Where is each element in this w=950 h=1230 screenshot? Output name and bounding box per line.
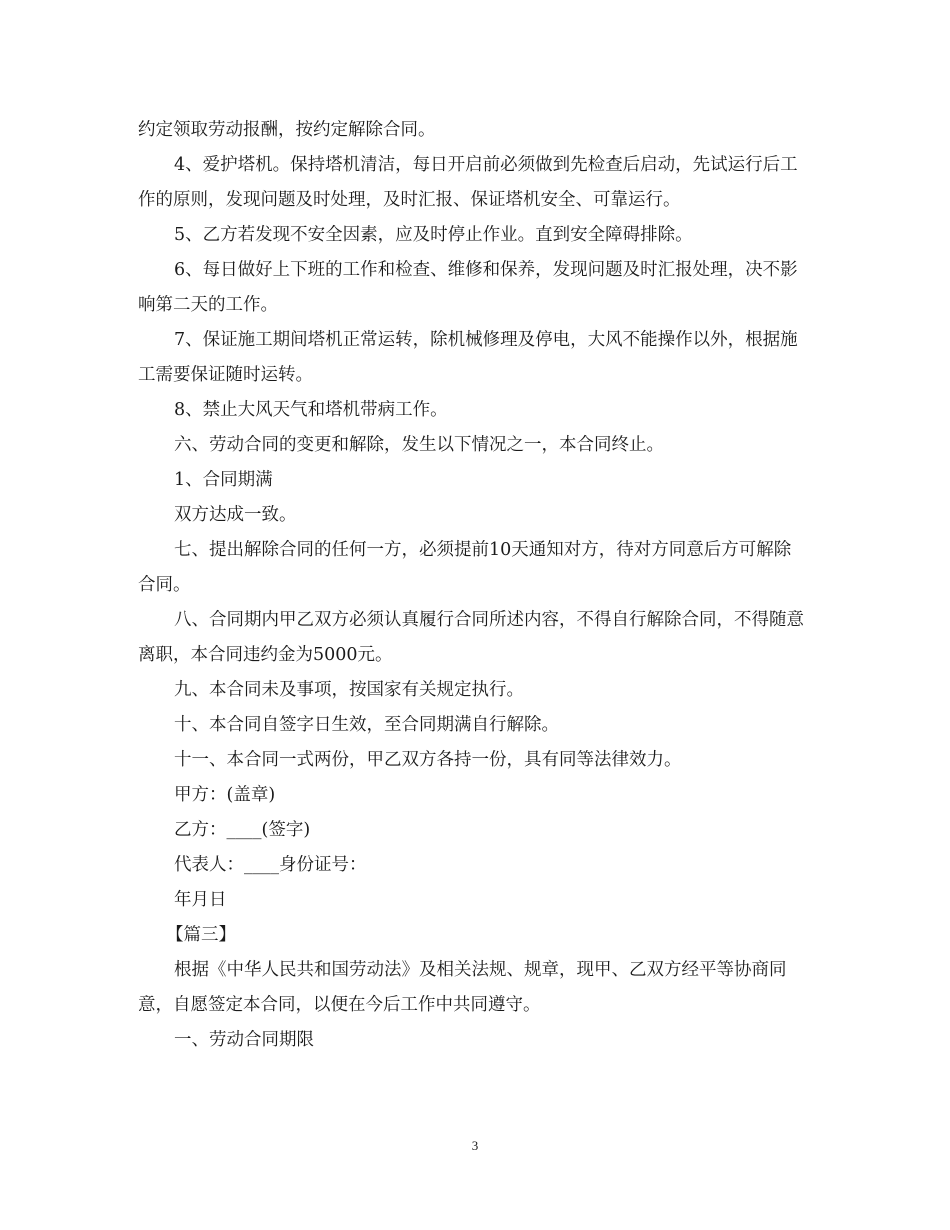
paragraph: 十、本合同自签字日生效，至合同期满自行解除。 xyxy=(174,715,559,735)
paragraph: 1、合同期满 xyxy=(174,470,273,490)
paragraph: 一、劳动合同期限 xyxy=(174,1030,314,1050)
signature-line-party-a: 甲方：(盖章) xyxy=(174,785,276,805)
date-line: 年月日 xyxy=(174,890,227,910)
representative-line: 代表人：____身份证号： xyxy=(174,855,367,875)
paragraph: 约定领取劳动报酬，按约定解除合同。 xyxy=(138,120,436,140)
paragraph: 6、每日做好上下班的工作和检查、维修和保养，发现问题及时汇报处理，决不影响第二天的工作。 xyxy=(138,260,798,315)
paragraph: 8、禁止大风天气和塔机带病工作。 xyxy=(174,400,448,420)
paragraph: 十一、本合同一式两份，甲乙双方各持一份，具有同等法律效力。 xyxy=(174,750,682,770)
document-body xyxy=(138,113,806,1058)
paragraph: 六、劳动合同的变更和解除，发生以下情况之一，本合同终止。 xyxy=(174,435,664,455)
paragraph: 4、爱护塔机。保持塔机清洁，每日开启前必须做到先检查后启动，先试运行后工作的原则，发现问题及时处理，及时汇报、保证塔机安全、可靠运行。 xyxy=(138,155,798,210)
paragraph: 5、乙方若发现不安全因素，应及时停止作业。直到安全障碍排除。 xyxy=(174,225,693,245)
paragraph: 双方达成一致。 xyxy=(174,505,297,525)
page-number: 3 xyxy=(471,1138,479,1153)
signature-line-party-b: 乙方：____(签字) xyxy=(174,820,311,840)
paragraph: 根据《中华人民共和国劳动法》及相关法规、规章，现甲、乙双方经平等协商同意，自愿签定本合同，以便在今后工作中共同遵守。 xyxy=(138,960,787,1015)
paragraph: 九、本合同未及事项，按国家有关规定执行。 xyxy=(174,680,524,700)
paragraph: 7、保证施工期间塔机正常运转，除机械修理及停电，大风不能操作以外，根据施工需要保证随时运转。 xyxy=(138,330,798,385)
paragraph: 七、提出解除合同的任何一方，必须提前10天通知对方，待对方同意后方可解除合同。 xyxy=(138,540,792,595)
paragraph: 八、合同期内甲乙双方必须认真履行合同所述内容，不得自行解除合同，不得随意离职，本合同违约金为5000元。 xyxy=(138,610,804,665)
section-heading: 【篇三】 xyxy=(166,925,236,945)
